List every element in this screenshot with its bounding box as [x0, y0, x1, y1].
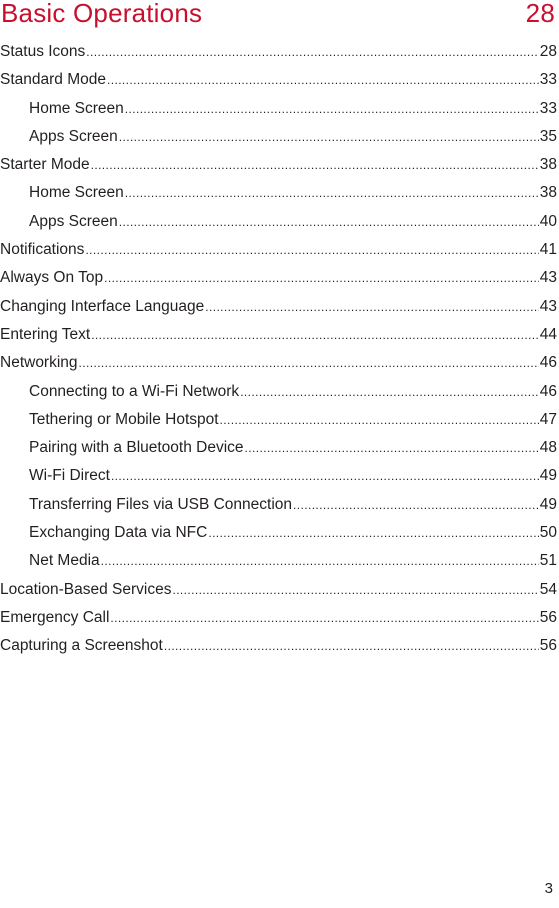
toc-dot-leader — [91, 321, 539, 349]
toc-entry[interactable] — [0, 349, 557, 377]
toc-entry-title: Exchanging Data via NFC — [29, 524, 208, 542]
toc-entry-title: Entering Text — [0, 325, 91, 343]
toc-entry-page: 40 — [539, 212, 557, 230]
toc-entry-page: 28 — [539, 43, 557, 60]
toc-entry-title: Networking — [0, 354, 78, 372]
toc-entry[interactable] — [0, 434, 557, 462]
toc-dot-leader — [125, 179, 539, 207]
toc-entry-title: Home Screen — [29, 99, 124, 117]
toc-entry[interactable] — [0, 519, 557, 547]
toc-entry-page: 56 — [539, 608, 557, 626]
toc-dot-leader — [79, 349, 539, 377]
toc-entry[interactable] — [0, 321, 557, 349]
toc-entry-title: Apps Screen — [29, 127, 118, 145]
toc-entry-title: Status Icons — [0, 43, 86, 60]
toc-entry[interactable] — [0, 38, 557, 66]
toc-entry-title: Emergency Call — [0, 608, 110, 626]
toc-dot-leader — [208, 519, 538, 547]
toc-entry[interactable] — [0, 95, 557, 123]
toc-dot-leader — [220, 406, 539, 434]
toc-entry-title: Transferring Files via USB Connection — [29, 495, 293, 513]
toc-dot-leader — [164, 632, 539, 660]
toc-entry-page: 41 — [539, 241, 557, 259]
footer-page-number: 3 — [544, 880, 553, 897]
toc-entry-page: 56 — [539, 637, 557, 655]
toc-entry-title: Pairing with a Bluetooth Device — [29, 439, 244, 457]
toc-entry[interactable] — [0, 604, 557, 632]
toc-entry-title: Wi-Fi Direct — [29, 467, 110, 485]
toc-dot-leader — [86, 38, 538, 66]
toc-dot-leader — [125, 95, 539, 123]
toc-dot-leader — [119, 123, 539, 151]
toc-entry-title: Home Screen — [29, 184, 124, 202]
toc-entry-page: 33 — [539, 71, 557, 89]
section-header — [0, 0, 555, 30]
toc-entry-title: Starter Mode — [0, 156, 90, 174]
toc-entry-title: Always On Top — [0, 269, 104, 287]
toc-entry[interactable] — [0, 491, 557, 519]
toc-entry[interactable] — [0, 632, 557, 660]
toc-dot-leader — [107, 66, 539, 94]
toc-dot-leader — [119, 208, 539, 236]
toc-entry-page: 35 — [539, 127, 557, 145]
toc-dot-leader — [104, 264, 539, 292]
toc-entry-page: 46 — [539, 354, 557, 372]
toc-entry[interactable] — [0, 406, 557, 434]
toc-entry[interactable] — [0, 462, 557, 490]
toc-entry[interactable] — [0, 378, 557, 406]
toc-dot-leader — [245, 434, 539, 462]
toc-dot-leader — [101, 547, 539, 575]
toc-entry-page: 54 — [539, 580, 557, 598]
toc-dot-leader — [85, 236, 538, 264]
toc-dot-leader — [205, 293, 539, 321]
toc-entry[interactable] — [0, 208, 557, 236]
toc-entry[interactable] — [0, 179, 557, 207]
toc-entry-title: Notifications — [0, 241, 85, 259]
toc-entry-title: Changing Interface Language — [0, 297, 205, 315]
toc-entry-page: 51 — [539, 552, 557, 570]
toc-entry-title: Net Media — [29, 552, 100, 570]
toc-entry[interactable] — [0, 293, 557, 321]
toc-entry-title: Location-Based Services — [0, 580, 172, 598]
toc-entry-page: 33 — [539, 99, 557, 117]
toc-entry-page: 38 — [539, 156, 557, 174]
section-title: Basic Operations — [1, 0, 203, 28]
toc-dot-leader — [111, 462, 539, 490]
toc-dot-leader — [240, 378, 539, 406]
toc-entry[interactable] — [0, 151, 557, 179]
toc-entry-title: Capturing a Screenshot — [0, 637, 163, 655]
toc-entry[interactable] — [0, 123, 557, 151]
toc-entry-title: Connecting to a Wi-Fi Network — [29, 382, 240, 400]
toc-entry[interactable] — [0, 576, 557, 604]
toc-entry-page: 50 — [539, 524, 557, 542]
toc-entry-page: 49 — [539, 495, 557, 513]
toc-entry-page: 38 — [539, 184, 557, 202]
toc-entry-page: 49 — [539, 467, 557, 485]
toc-dot-leader — [293, 491, 539, 519]
table-of-contents — [0, 38, 557, 661]
toc-entry-title: Standard Mode — [0, 71, 106, 89]
toc-entry[interactable] — [0, 264, 557, 292]
toc-entry-page: 47 — [539, 410, 557, 428]
toc-entry-title: Tethering or Mobile Hotspot — [29, 410, 219, 428]
toc-dot-leader — [91, 151, 539, 179]
toc-entry-page: 46 — [539, 382, 557, 400]
toc-entry[interactable] — [0, 66, 557, 94]
toc-entry-page: 43 — [539, 269, 557, 287]
toc-dot-leader — [172, 576, 538, 604]
toc-entry-page: 48 — [539, 439, 557, 457]
toc-dot-leader — [110, 604, 538, 632]
section-page-number: 28 — [525, 0, 555, 28]
toc-entry-page: 43 — [539, 297, 557, 315]
toc-entry[interactable] — [0, 236, 557, 264]
toc-entry[interactable] — [0, 547, 557, 575]
toc-entry-title: Apps Screen — [29, 212, 118, 230]
toc-entry-page: 44 — [539, 325, 557, 343]
